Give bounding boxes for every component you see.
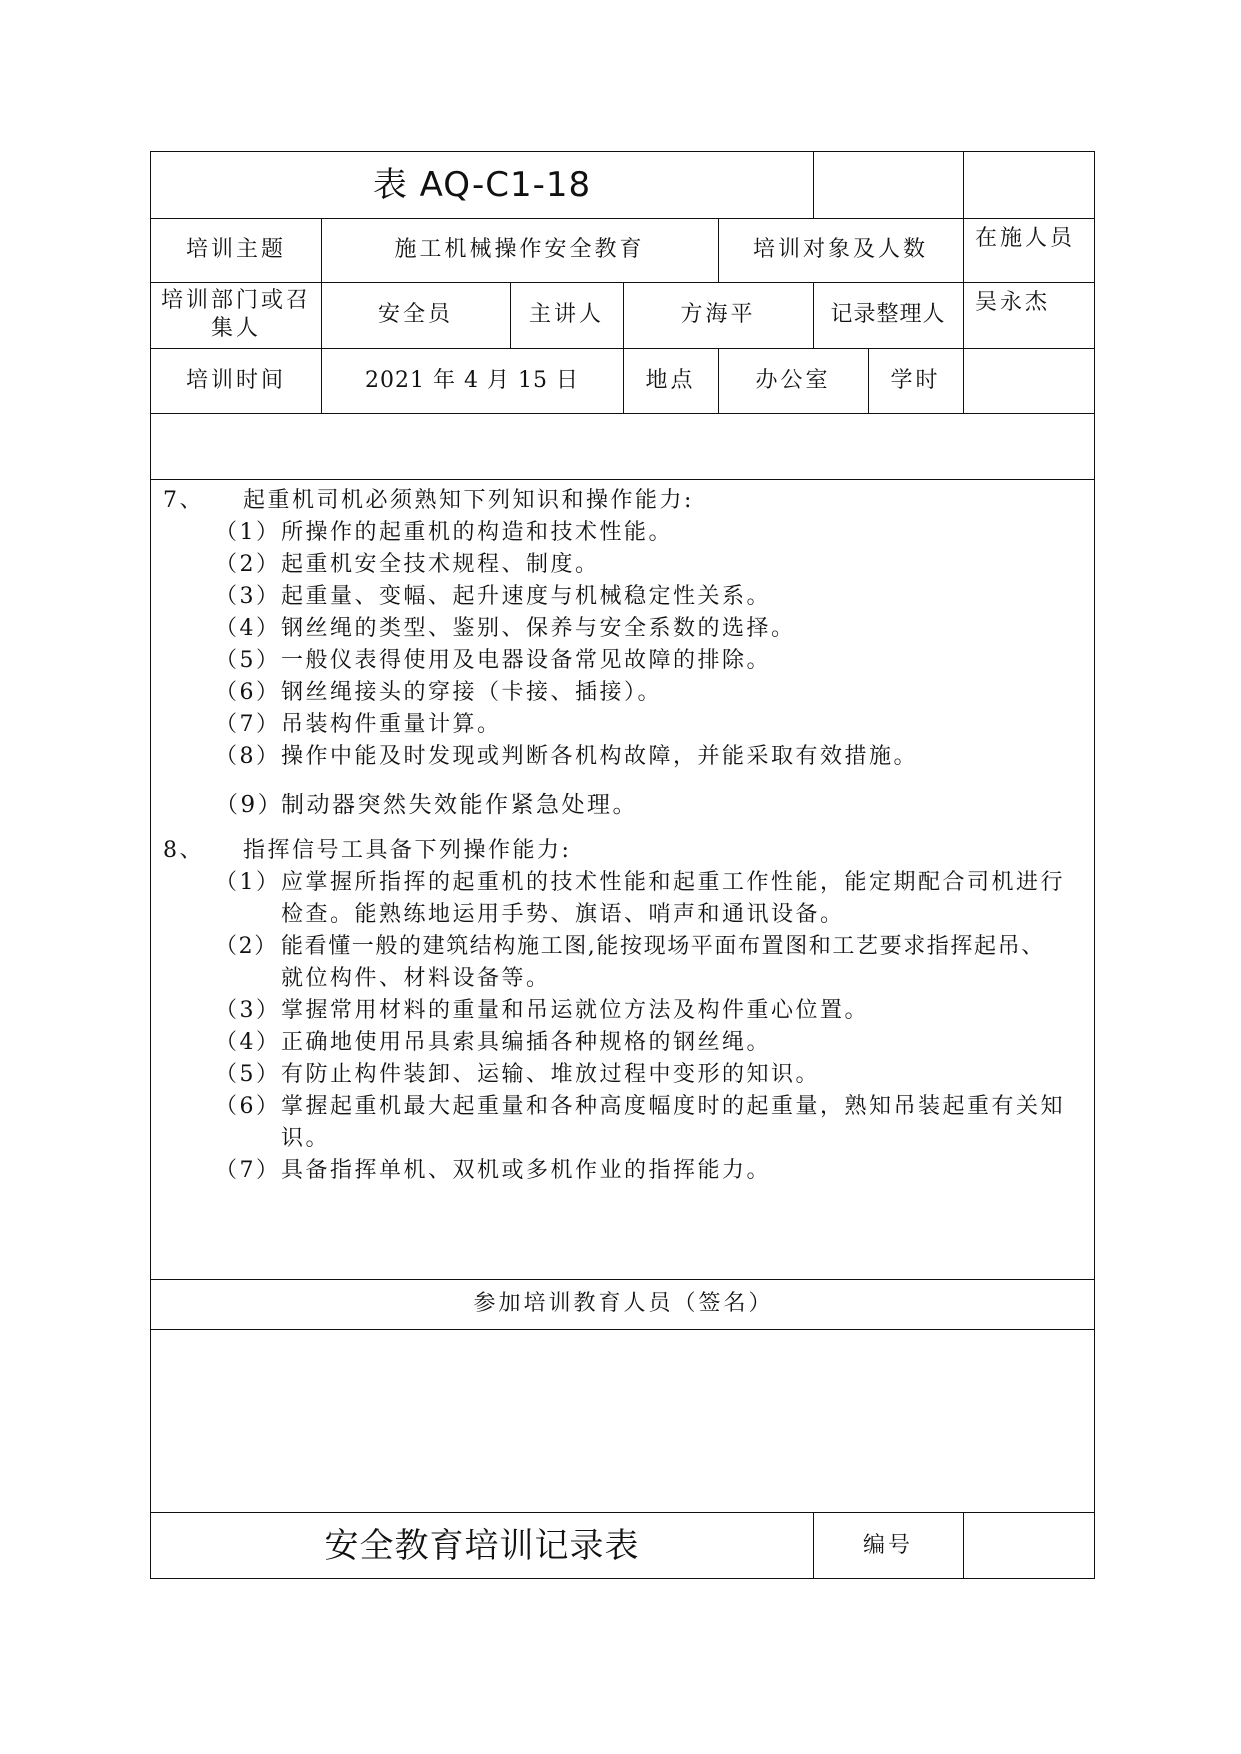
list-item xyxy=(215,1027,771,1059)
item-text: 能看懂一般的建筑结构施工图,能按现场平面布置图和工艺要求指挥起吊、 xyxy=(281,934,1045,959)
list-item xyxy=(215,645,771,677)
section-title: 指挥信号工具备下列操作能力: xyxy=(243,838,572,863)
list-item xyxy=(215,1059,820,1091)
list-item-continuation: 识。 xyxy=(281,1126,331,1151)
item-text: 钢丝绳接头的穿接（卡接、插接）。 xyxy=(281,680,663,705)
header-blank-cell xyxy=(813,152,963,218)
item-number: （1） xyxy=(215,520,281,545)
row-divider xyxy=(151,413,1094,414)
speaker-label: 主讲人 xyxy=(528,302,604,327)
item-text: 制动器突然失效能作紧急处理。 xyxy=(281,792,638,818)
item-number: （3） xyxy=(215,998,281,1023)
signature-area[interactable] xyxy=(151,1329,1096,1512)
list-item xyxy=(215,613,796,645)
topic-value: 施工机械操作安全教育 xyxy=(394,237,645,262)
item-number: （6） xyxy=(215,680,281,705)
form-code: 表 AQ-C1-18 xyxy=(372,165,592,205)
place-label: 地点 xyxy=(645,367,696,393)
item-number: （7） xyxy=(215,712,281,737)
list-item-continuation: 就位构件、材料设备等。 xyxy=(281,966,551,991)
list-item xyxy=(215,867,1065,899)
recorder-label: 记录整理人 xyxy=(830,302,946,327)
section-title: 起重机司机必须熟知下列知识和操作能力: xyxy=(243,488,694,513)
item-text: 所操作的起重机的构造和技术性能。 xyxy=(281,520,674,545)
list-item xyxy=(215,677,662,709)
audience-value: 在施人员 xyxy=(975,226,1076,251)
item-number: （3） xyxy=(215,584,281,609)
item-number: （8） xyxy=(215,744,281,769)
item-text: 正确地使用吊具索具编插各种规格的钢丝绳。 xyxy=(281,1030,772,1055)
item-text: 有防止构件装卸、运输、堆放过程中变形的知识。 xyxy=(281,1062,821,1087)
time-value: 2021 年 4 月 15 日 xyxy=(365,367,579,393)
item-number: （5） xyxy=(215,648,281,673)
signature-label: 参加培训教育人员（签名） xyxy=(473,1291,774,1316)
item-text: 钢丝绳的类型、鉴别、保养与安全系数的选择。 xyxy=(281,616,796,641)
hours-value xyxy=(963,348,1096,413)
list-item-continuation: 检查。能熟练地运用手势、旗语、哨声和通讯设备。 xyxy=(281,902,845,927)
number-value xyxy=(963,1512,1096,1579)
item-number: （1） xyxy=(215,870,281,895)
time-label: 培训时间 xyxy=(185,367,286,393)
recorder-value: 吴永杰 xyxy=(975,290,1051,315)
list-item xyxy=(215,549,600,581)
hours-label: 学时 xyxy=(890,367,941,393)
item-text: 操作中能及时发现或判断各机构故障，并能采取有效措施。 xyxy=(281,744,919,769)
list-item xyxy=(215,995,869,1027)
dept-label: 培训部门或召集人 xyxy=(161,288,312,341)
section-number: 7、 xyxy=(163,488,204,513)
item-text: 具备指挥单机、双机或多机作业的指挥能力。 xyxy=(281,1158,772,1183)
speaker-value: 方海平 xyxy=(680,302,756,327)
item-number: （5） xyxy=(215,1062,281,1087)
item-text: 一般仪表得使用及电器设备常见故障的排除。 xyxy=(281,648,772,673)
section-number: 8、 xyxy=(163,838,204,863)
training-record-table xyxy=(150,151,1095,1579)
item-text: 吊装构件重量计算。 xyxy=(281,712,502,737)
dept-value: 安全员 xyxy=(377,302,453,327)
item-number: （2） xyxy=(215,552,281,577)
item-number: （9） xyxy=(215,792,284,818)
item-number: （4） xyxy=(215,616,281,641)
item-number: （2） xyxy=(215,934,278,959)
item-text: 掌握起重机最大起重量和各种高度幅度时的起重量，熟知吊装起重有关知 xyxy=(281,1094,1066,1119)
place-value: 办公室 xyxy=(755,367,831,393)
list-item xyxy=(215,709,502,741)
list-item xyxy=(215,741,918,773)
topic-label: 培训主题 xyxy=(185,237,286,262)
item-number: （6） xyxy=(215,1094,281,1119)
list-item xyxy=(215,581,771,613)
list-item xyxy=(215,789,638,821)
audience-label: 培训对象及人数 xyxy=(752,237,928,262)
list-item xyxy=(215,517,673,549)
training-content xyxy=(151,479,1096,1279)
item-number: （4） xyxy=(215,1030,281,1055)
number-label: 编号 xyxy=(862,1532,913,1558)
form-title: 安全教育培训记录表 xyxy=(324,1525,640,1566)
item-text: 应掌握所指挥的起重机的技术性能和起重工作性能，能定期配合司机进行 xyxy=(281,870,1066,895)
item-text: 掌握常用材料的重量和吊运就位方法及构件重心位置。 xyxy=(281,998,870,1023)
section-8-heading xyxy=(163,835,571,867)
section-7-heading xyxy=(163,485,694,517)
item-text: 起重机安全技术规程、制度。 xyxy=(281,552,600,577)
list-item xyxy=(215,1091,1065,1123)
list-item xyxy=(215,1155,771,1187)
list-item xyxy=(215,931,1045,963)
item-number: （7） xyxy=(215,1158,281,1183)
item-text: 起重量、变幅、起升速度与机械稳定性关系。 xyxy=(281,584,772,609)
header-blank-cell xyxy=(963,152,1096,218)
